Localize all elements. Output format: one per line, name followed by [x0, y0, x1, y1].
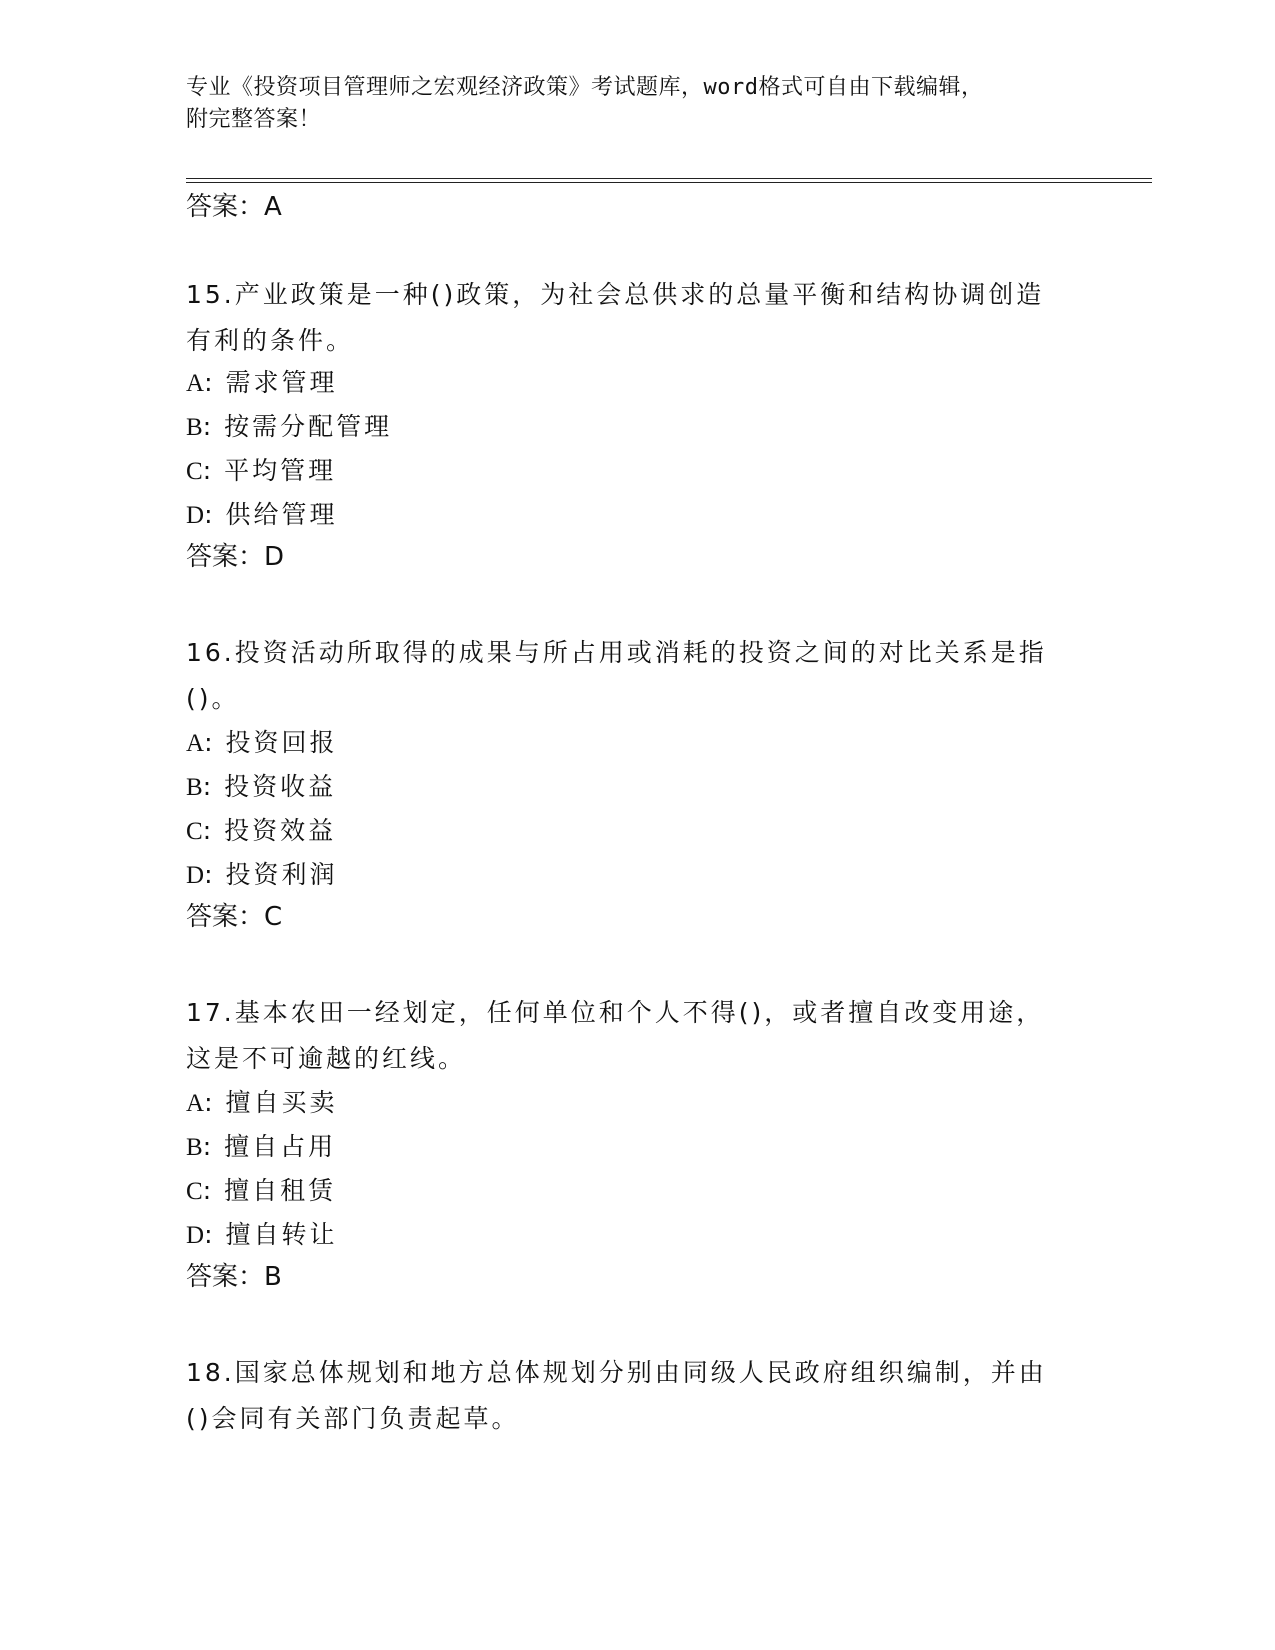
option-separator: : — [202, 1132, 215, 1161]
question-text-line-1: 产业政策是一种()政策，为社会总供求的总量平衡和结构协调创造 — [234, 280, 1045, 309]
answer-label: 答案： — [186, 1262, 265, 1292]
answer-label: 答案： — [186, 542, 265, 572]
question-text-line-2: 这是不可逾越的红线。 — [186, 1044, 467, 1073]
option-separator: : — [202, 816, 215, 845]
option-letter: D — [186, 502, 205, 529]
answer-17 — [186, 1260, 282, 1294]
option-17-a — [186, 1086, 338, 1121]
option-text: 投资效益 — [224, 816, 337, 845]
option-separator: : — [202, 412, 215, 441]
option-separator: : — [204, 860, 216, 889]
option-text: 需求管理 — [225, 368, 338, 397]
question-text-line-2: ()会同有关部门负责起草。 — [186, 1404, 520, 1433]
option-separator: : — [204, 1088, 216, 1117]
question-text-line-1: 基本农田一经划定，任何单位和个人不得()，或者擅自改变用途， — [234, 998, 1045, 1027]
option-letter: D — [186, 862, 205, 889]
answer-value: A — [264, 192, 282, 222]
answer-label: 答案： — [186, 192, 265, 222]
option-text: 投资收益 — [224, 772, 337, 801]
question-15 — [186, 272, 1086, 364]
header-line-2: 附完整答案！ — [186, 107, 322, 132]
option-letter: C — [186, 818, 203, 845]
option-letter: D — [186, 1222, 205, 1249]
document-header — [186, 72, 1066, 136]
option-text: 投资回报 — [225, 728, 338, 757]
answer-prev — [186, 190, 282, 224]
option-separator: : — [204, 368, 216, 397]
option-17-b — [186, 1130, 336, 1165]
option-text: 擅自买卖 — [225, 1088, 338, 1117]
question-text-line-1: 投资活动所取得的成果与所占用或消耗的投资之间的对比关系是指 — [234, 638, 1047, 667]
option-letter: A — [186, 370, 205, 397]
option-17-c — [186, 1174, 336, 1209]
option-15-c — [186, 454, 336, 489]
option-separator: : — [204, 500, 216, 529]
question-number: 15. — [186, 280, 235, 309]
question-text-line-2: 有利的条件。 — [186, 326, 355, 355]
option-separator: : — [204, 1220, 216, 1249]
answer-15 — [186, 540, 284, 574]
option-15-a — [186, 366, 338, 401]
option-text: 按需分配管理 — [224, 412, 393, 441]
option-16-d — [186, 858, 338, 893]
option-16-c — [186, 814, 336, 849]
option-text: 投资利润 — [225, 860, 338, 889]
question-number: 16. — [186, 638, 235, 667]
option-17-d — [186, 1218, 338, 1253]
option-letter: B — [186, 414, 203, 441]
question-number: 17. — [186, 998, 235, 1027]
header-divider-bottom — [186, 182, 1152, 183]
option-16-b — [186, 770, 336, 805]
option-separator: : — [204, 728, 216, 757]
option-text: 擅自转让 — [225, 1220, 338, 1249]
header-line-1: 专业《投资项目管理师之宏观经济政策》考试题库，word格式可自由下载编辑， — [186, 75, 984, 100]
option-15-b — [186, 410, 392, 445]
answer-label: 答案： — [186, 902, 265, 932]
answer-16 — [186, 900, 282, 934]
option-16-a — [186, 726, 338, 761]
option-text: 擅自租赁 — [224, 1176, 337, 1205]
option-15-d — [186, 498, 338, 533]
question-text-line-1: 国家总体规划和地方总体规划分别由同级人民政府组织编制，并由 — [234, 1358, 1047, 1387]
answer-value: B — [264, 1262, 282, 1292]
answer-value: D — [264, 542, 285, 572]
option-letter: A — [186, 1090, 205, 1117]
question-18 — [186, 1350, 1086, 1442]
option-text: 平均管理 — [224, 456, 337, 485]
option-letter: B — [186, 774, 203, 801]
question-17 — [186, 990, 1086, 1082]
option-letter: C — [186, 458, 203, 485]
option-separator: : — [202, 1176, 215, 1205]
option-text: 擅自占用 — [224, 1132, 337, 1161]
option-letter: B — [186, 1134, 203, 1161]
question-text-line-2: ()。 — [186, 684, 240, 713]
header-divider-top — [186, 178, 1152, 179]
question-16 — [186, 630, 1086, 722]
option-letter: C — [186, 1178, 203, 1205]
option-text: 供给管理 — [225, 500, 338, 529]
option-letter: A — [186, 730, 205, 757]
answer-value: C — [264, 902, 283, 932]
option-separator: : — [202, 456, 215, 485]
option-separator: : — [202, 772, 215, 801]
question-number: 18. — [186, 1358, 235, 1387]
